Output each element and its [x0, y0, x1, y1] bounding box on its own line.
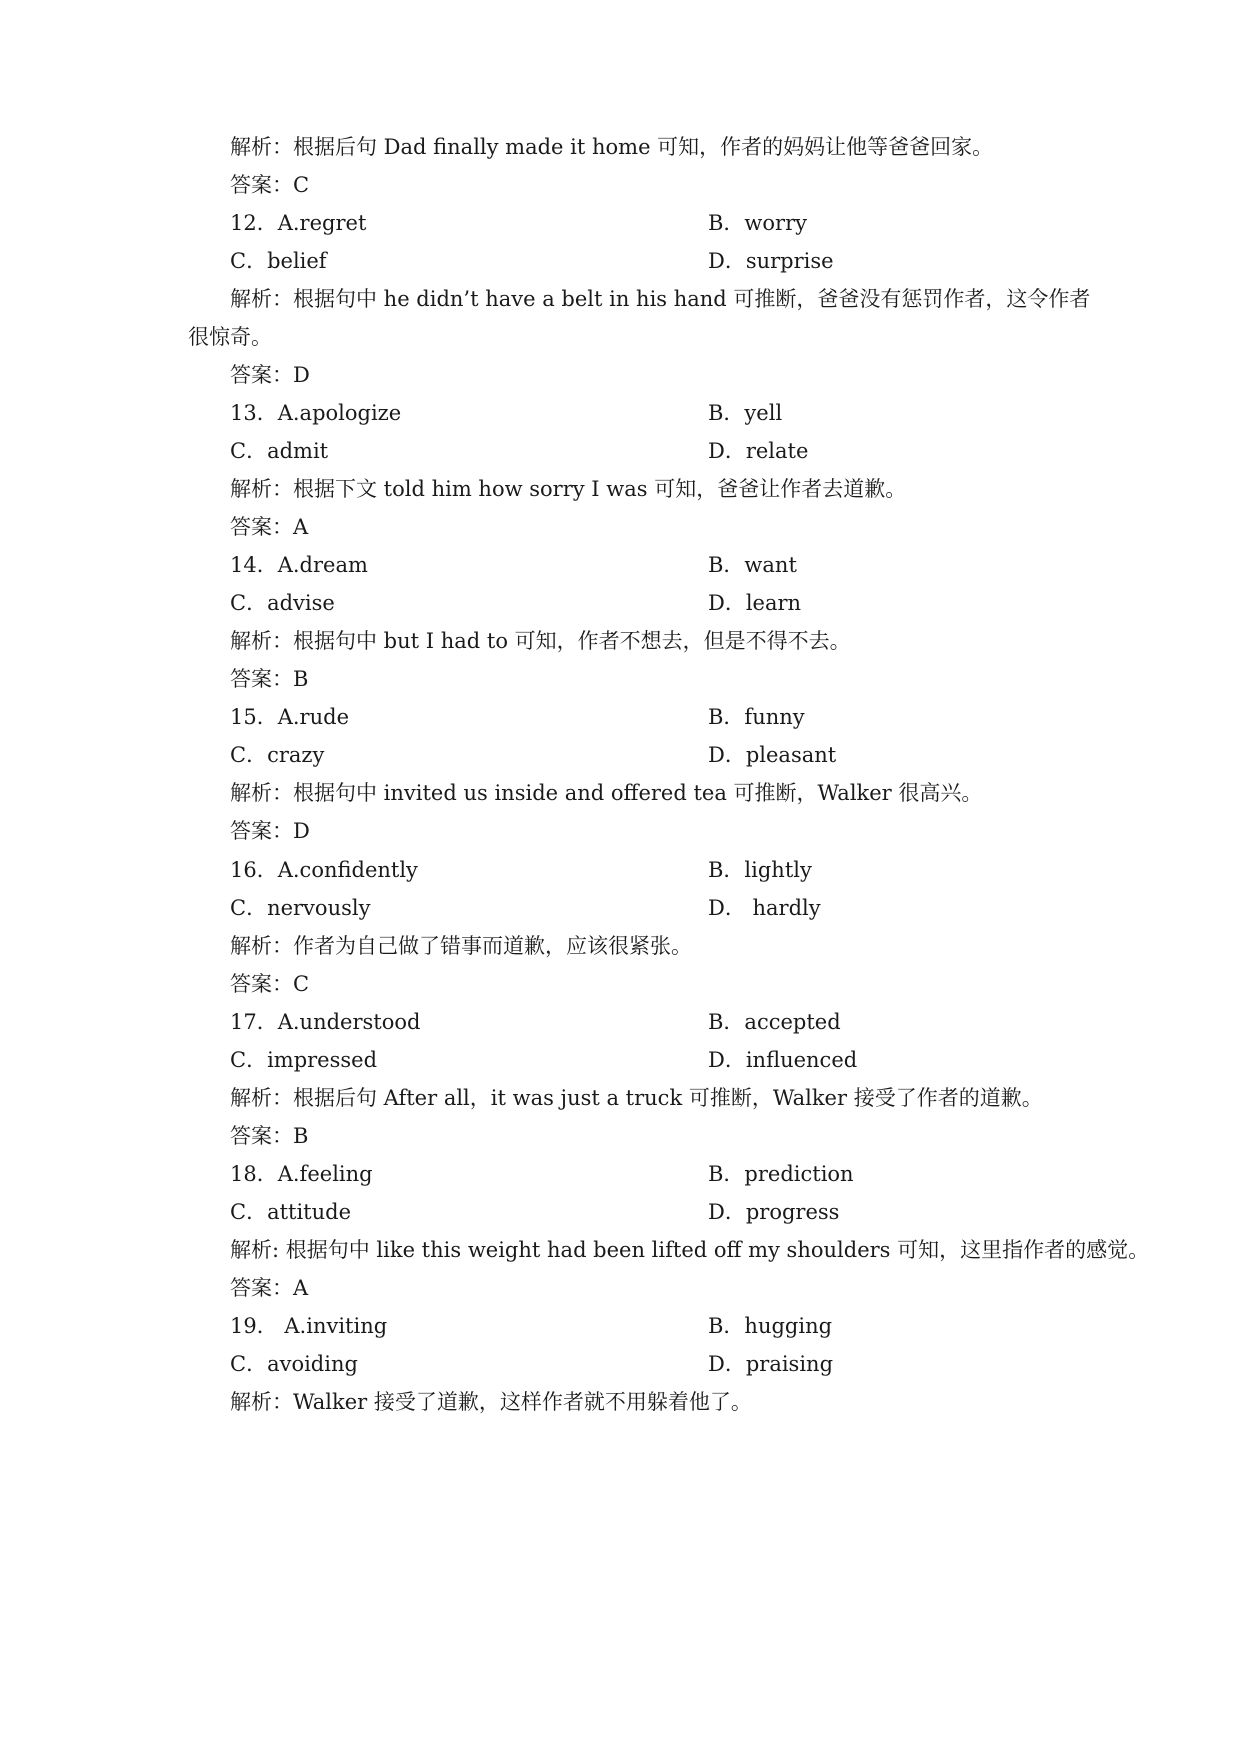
- q19-option-d: D．praising: [708, 1352, 834, 1376]
- q13-option-c: C．admit: [230, 439, 329, 463]
- q12-option-c: C．belief: [230, 249, 327, 273]
- q16-answer: 答案：C: [230, 972, 310, 996]
- q13-option-d: D．relate: [708, 439, 809, 463]
- q16-analysis: 解析：作者为自己做了错事而道歉，应该很紧张。: [230, 934, 692, 958]
- q14-analysis: 解析：根据句中 but I had to 可知，作者不想去，但是不得不去。: [230, 629, 851, 653]
- q15-option-b: B．funny: [708, 705, 805, 729]
- q12-option-b: B．worry: [708, 211, 807, 235]
- q16-option-c: C．nervously: [230, 896, 371, 920]
- q16-option-d: D． hardly: [708, 896, 821, 920]
- q17-option-c: C．impressed: [230, 1048, 378, 1072]
- q13-answer: 答案：A: [230, 515, 309, 539]
- q18-option-b: B．prediction: [708, 1162, 854, 1186]
- q17-option-a: 17．A.understood: [230, 1010, 421, 1034]
- q19-option-b: B．hugging: [708, 1314, 833, 1338]
- q14-answer: 答案：B: [230, 667, 309, 691]
- q13-option-a: 13．A.apologize: [230, 401, 402, 425]
- q18-option-a: 18．A.feeling: [230, 1162, 373, 1186]
- q15-option-c: C．crazy: [230, 743, 325, 767]
- q15-answer: 答案：D: [230, 819, 310, 843]
- q14-option-b: B．want: [708, 553, 797, 577]
- q13-option-b: B．yell: [708, 401, 783, 425]
- q14-option-c: C．advise: [230, 591, 335, 615]
- q17-option-d: D．influenced: [708, 1048, 858, 1072]
- q15-option-a: 15．A.rude: [230, 705, 349, 729]
- q12-option-d: D．surprise: [708, 249, 834, 273]
- q18-option-c: C．attitude: [230, 1200, 352, 1224]
- q17-option-b: B．accepted: [708, 1010, 841, 1034]
- q11-answer: 答案：C: [230, 173, 310, 197]
- q12-answer: 答案：D: [230, 363, 310, 387]
- q17-analysis: 解析：根据后句 After all，it was just a truck 可推断，Walker 接受了作者的道歉。: [230, 1086, 1043, 1110]
- q19-option-a: 19． A.inviting: [230, 1314, 388, 1338]
- q12-analysis: 解析：根据句中 he didn’t have a belt in his hand 可推断，爸爸没有惩罚作者，这令作者: [230, 287, 1091, 311]
- q18-answer: 答案：A: [230, 1276, 309, 1300]
- q15-option-d: D．pleasant: [708, 743, 837, 767]
- q18-option-d: D．progress: [708, 1200, 840, 1224]
- q11-analysis: 解析：根据后句 Dad finally made it home 可知，作者的妈妈让他等爸爸回家。: [230, 135, 994, 159]
- q16-option-a: 16．A.confidently: [230, 858, 418, 882]
- q19-option-c: C．avoiding: [230, 1352, 358, 1376]
- q16-option-b: B．lightly: [708, 858, 812, 882]
- q13-analysis: 解析：根据下文 told him how sorry I was 可知，爸爸让作者去道歉。: [230, 477, 907, 501]
- q17-answer: 答案：B: [230, 1124, 309, 1148]
- q18-analysis: 解析: 根据句中 like this weight had been lifted off my shoulders 可知，这里指作者的感觉。: [230, 1238, 1150, 1262]
- q14-option-d: D．learn: [708, 591, 802, 615]
- q12-analysis-cont: 很惊奇。: [188, 325, 272, 349]
- q12-option-a: 12．A.regret: [230, 211, 367, 235]
- q15-analysis: 解析：根据句中 invited us inside and offered tea 可推断，Walker 很高兴。: [230, 781, 983, 805]
- q14-option-a: 14．A.dream: [230, 553, 368, 577]
- q19-analysis: 解析：Walker 接受了道歉，这样作者就不用躲着他了。: [230, 1390, 752, 1414]
